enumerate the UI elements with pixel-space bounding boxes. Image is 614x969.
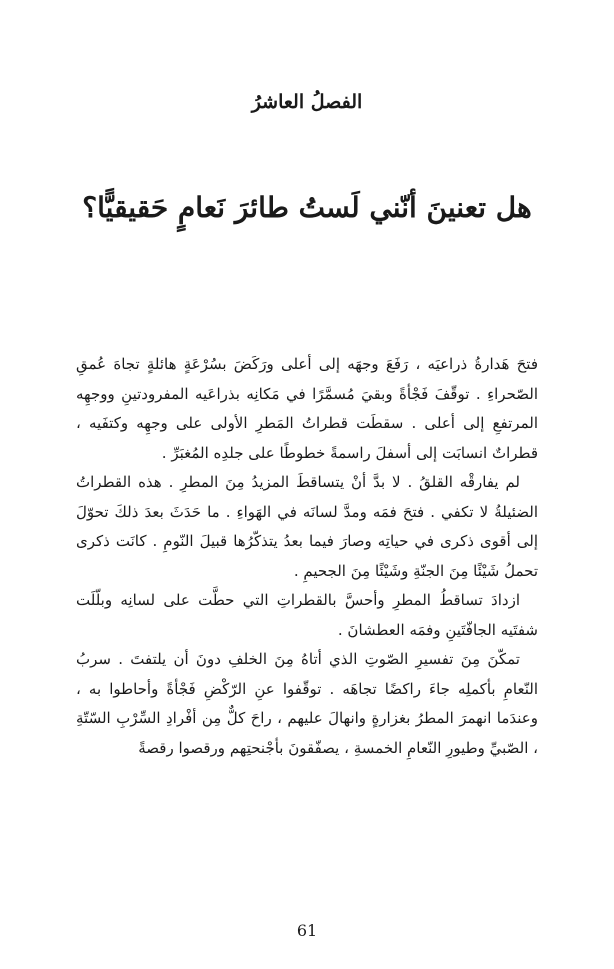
- paragraph-3: ازدادَ تساقطُ المطرِ وأحسَّ بالقطراتِ التي حطَّت على لسانِه وبلّلَت شفتَيه الجافّتَينِ وفمَه العطشانَ .: [76, 591, 538, 639]
- paragraph-4: تمكّنَ مِنَ تفسيرِ الصّوتِ الذي أتاهُ مِنَ الخلفِ دونَ أن يلتفتَ . سربُ النّعامِ بأكملِه جاءَ راكضًا تجاهَه . توقّفوا عنِ الرّكْضِ فَجْأةً وأحاطوا به ، وعندَما انهمرَ المطرُ بغزارةٍ وانهالَ عليهم ، راحَ كلٌّ مِن أفْرادِ السِّرْبِ السّتّةِ ، الصّبيِّ وطيورِ النّعامِ الخمسةِ ، يصفّقونَ بأجْنحتِهم ورقصوا رقصةً: [76, 650, 538, 757]
- paragraph-2: لم يفارقْه القلقُ . لا بدَّ أنْ يتساقطَ المزيدُ مِنَ المطرِ . هذه القطراتُ الضئيلةُ لا تكفي . فتحَ فمَه ومدَّ لسانَه في الهَواءِ . ما حَدَثَ بعدَ ذلكَ تحوّلَ إلى أقوى ذكرى في حياتِه وصارَ فيما بعدُ يتذكّرُها قبيلَ النّومِ . كانَت ذكرى تحملُ شَيْئًا مِنَ الجنّةِ وشَيْئًا مِنَ الجحيمِ .: [76, 473, 538, 580]
- page-number: 61: [296, 921, 318, 940]
- chapter-title: هل تعنينَ أنّني لَستُ طائرَ نَعامٍ حَقيقيًّا؟: [82, 191, 532, 224]
- chapter-body: [76, 350, 538, 763]
- chapter-label: الفصلُ العاشرُ: [251, 91, 363, 113]
- paragraph-1: فتحَ هَدارةُ ذراعيَه ، رَفَعَ وجهَه إلى أعلى ورَكَضَ بسُرْعَةٍ هائلةٍ تجاهَ عُمقِ الصّحراءِ . توقّفَ فَجْأةً وبقيَ مُسمَّرًا في مَكانِه بذراعَيه المفرودتينِ ووجهِه المرتفعِ إلى أعلى . سقطَت قطراتُ المَطرِ الأولى على وجهِه وكتفَيه ، قطراتٌ انسابَت إلى أسفلَ راسمةً خطوطًا على جلدِه المُغبَرِّ .: [76, 355, 538, 462]
